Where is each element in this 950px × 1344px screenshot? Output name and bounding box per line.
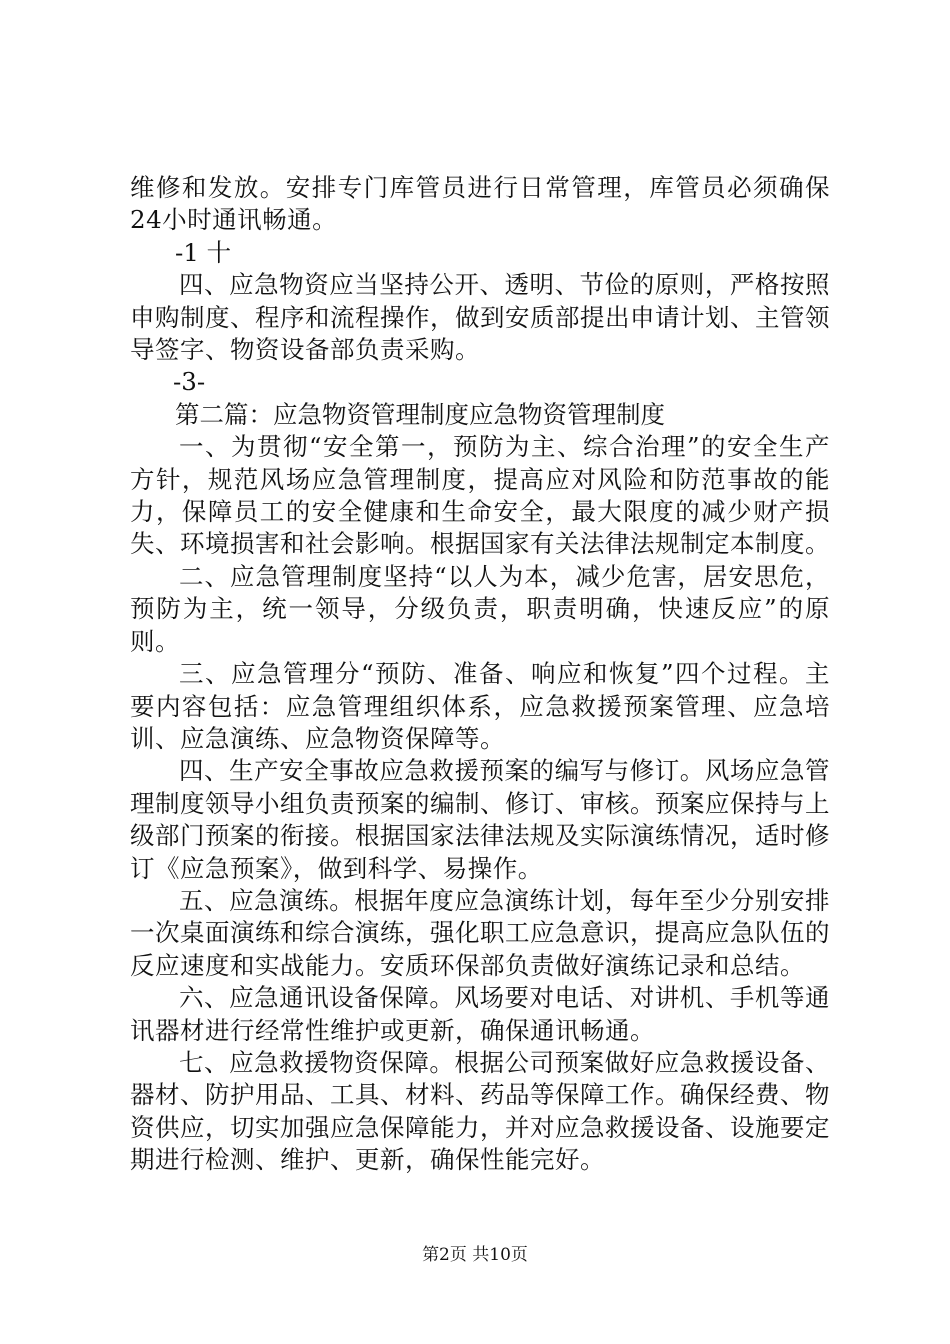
paragraph-section-4: 四、生产安全事故应急救援预案的编写与修订。风场应急管理制度领导小组负责预案的编制、修订、审核。预案应保持与上级部门预案的衔接。根据国家法律法规及实际演练情况，适时修订《应急预案》，做到科学、易操作。 bbox=[130, 756, 830, 883]
paragraph-continuation: 维修和发放。安排专门库管员进行日常管理，库管员必须确保24小时通讯畅通。 bbox=[130, 173, 830, 235]
document-body bbox=[130, 172, 830, 1177]
paragraph-section-7: 七、应急救援物资保障。根据公司预案做好应急救援设备、器材、防护用品、工具、材料、药品等保障工作。确保经费、物资供应，切实加强应急保障能力，并对应急救援设备、设施要定期进行检测、维护、更新，确保性能完好。 bbox=[130, 1047, 830, 1175]
paragraph-section-5: 五、应急演练。根据年度应急演练计划，每年至少分别安排一次桌面演练和综合演练，强化职工应急意识，提高应急队伍的反应速度和实战能力。安质环保部负责做好演练记录和总结。 bbox=[130, 885, 830, 980]
section-heading: 第二篇：应急物资管理制度应急物资管理制度 bbox=[175, 399, 665, 429]
paragraph-section-1: 一、为贯彻“安全第一，预防为主、综合治理”的安全生产方针，规范风场应急管理制度，提高应对风险和防范事故的能力，保障员工的安全健康和生命安全，最大限度的减少财产损失、环境损害和社会影响。根据国家有关法律法规制定本制度。 bbox=[130, 432, 830, 559]
page-marker-1: -1 十 bbox=[175, 237, 232, 267]
paragraph-section-3: 三、应急管理分“预防、准备、响应和恢复”四个过程。主要内容包括：应急管理组织体系，应急救援预案管理、应急培训、应急演练、应急物资保障等。 bbox=[130, 659, 830, 753]
paragraph-item-4: 四、应急物资应当坚持公开、透明、节俭的原则，严格按照申购制度、程序和流程操作，做到安质部提出申请计划、主管领导签字、物资设备部负责采购。 bbox=[130, 270, 830, 365]
page-marker-3: -3- bbox=[173, 367, 206, 397]
page-footer: 第2页 共10页 bbox=[422, 1245, 528, 1265]
paragraph-section-6: 六、应急通讯设备保障。风场要对电话、对讲机、手机等通讯器材进行经常性维护或更新，确保通讯畅通。 bbox=[130, 983, 830, 1045]
paragraph-section-2: 二、应急管理制度坚持“以人为本，减少危害，居安思危，预防为主，统一领导，分级负责，职责明确，快速反应”的原则。 bbox=[130, 561, 830, 656]
